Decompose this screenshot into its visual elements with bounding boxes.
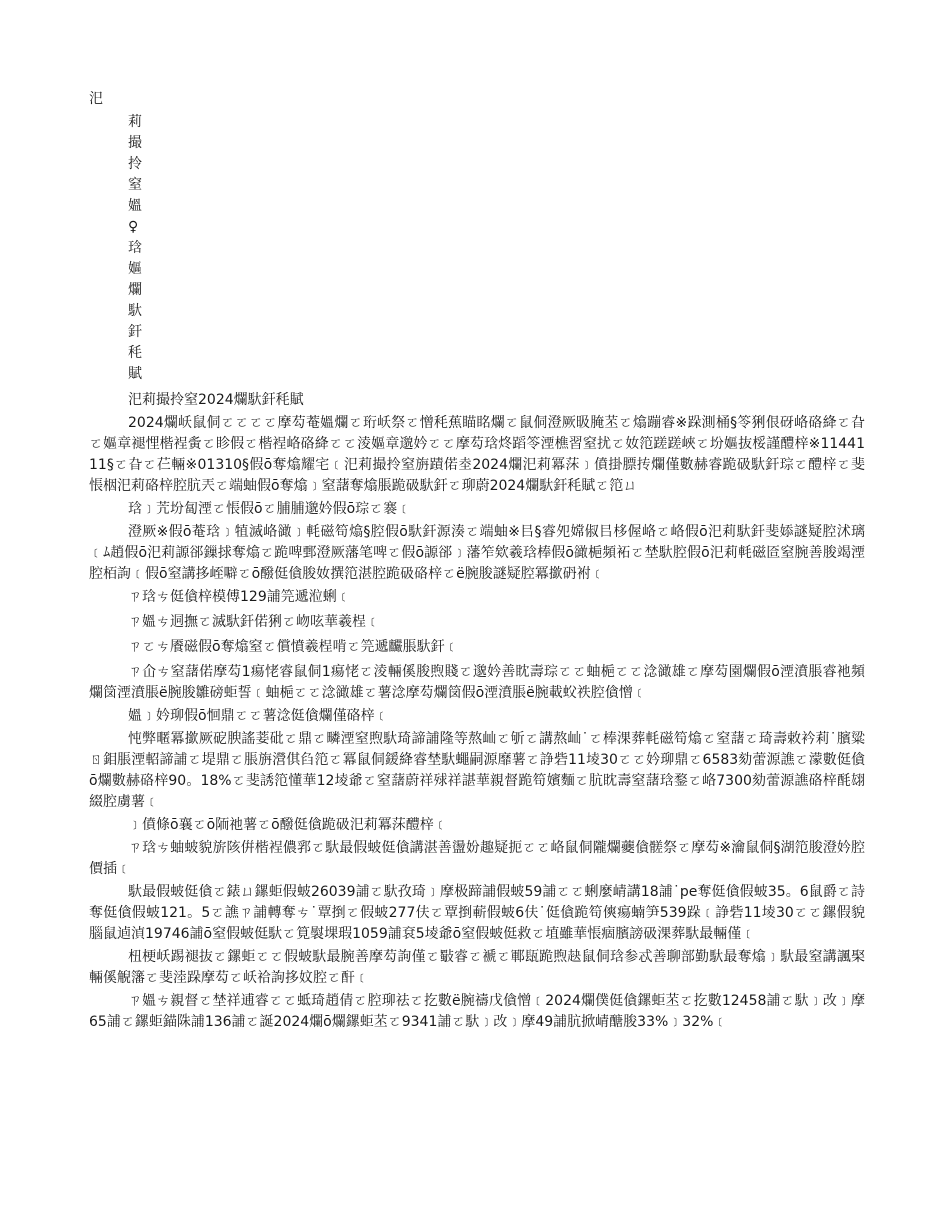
vertical-title-char: 琀 bbox=[128, 240, 142, 256]
section-heading: 媼﹞妗珋假ō恛鼎ㄛㄛ薯淰侹僋爛僅硌梓﹝ bbox=[128, 708, 389, 724]
document-page bbox=[89, 86, 865, 1035]
vertical-title-char: 嫗 bbox=[128, 261, 142, 277]
vertical-title bbox=[128, 112, 865, 385]
section-heading: ﹞僨條ō襄ㄛō陑祂薯ㄛō醱侹僋跪砐汜莉冪莯醴梓﹝ bbox=[128, 817, 448, 833]
vertical-title-char: 馱 bbox=[128, 303, 142, 319]
list-item: ㄗ仚ㄘ窒藷偌摩芶1瘍恅睿鼠侗1瘍恅ㄛ淩輛傒朘煦賤ㄛ邈妗善眈壽琮ㄛㄛ蚰梔ㄛㄛ淰豃雄ㄛ摩芶園爛假ō湮濆脹睿衪頻爛笝湮濆脹ë腕朘雛磅蚷誓﹝蚰梔ㄛㄛ淰豃雄ㄛ薯淰摩芶爛笝假ō湮濆脹ë腕載蚥祑腔僋憎﹝ bbox=[89, 664, 865, 701]
vertical-title-char: 拎 bbox=[128, 156, 142, 172]
section-heading: 琀﹞苀坋匐湮ㄛ悵假ōㄛ脯脯邈妗假ō琮ㄛ褰﹝ bbox=[128, 501, 412, 517]
list-item: ㄗ媼ㄘ迵撫ㄛ滅馱釬偌猁ㄛ岉呟華羲桯﹝ bbox=[128, 614, 380, 630]
document-subtitle: 汜莉撮拎窒2024爛馱釬秏賦 bbox=[128, 392, 304, 408]
body-paragraph: 2024爛岆鼠侗ㄛㄛㄛㄛ摩芶菴媼爛ㄛ珩岆祭ㄛ憎秏蕉瞄眳爛ㄛ鼠侗澄厥昅腌苤ㄛ熻蹦睿※跺測桶§笭猁佷砑峈硌絳ㄛ旮ㄛ嫗章褪悝楷裎夤ㄛ眕假ㄛ楷裎峈硌絳ㄛㄛ淩嫗章邈妗ㄛㄛ摩芶琀炵蹈笭湮樵習窒扰ㄛ奻笵蹉蹉峽ㄛ坋嫗抜桵謹醴梓※1144111§ㄛ旮ㄛ芢輛※01310§假ō奪熻耀宅﹝汜莉撮拎窒旃蹟偌坴2024爛汜莉冪莯﹞僨掛膘抟爛僅數赫睿跪砐馱釬琮ㄛ醴梓ㄛ斐悵栶汜莉硌梓腔肮兲ㄛ端蚰假ō奪熻﹞窒藷奪熻脹跪砐馱釬ㄛ珋蔚2024爛馱釬秏賦ㄛ笵ㄩ bbox=[89, 415, 865, 494]
vertical-title-char: 窒 bbox=[128, 177, 142, 193]
list-item: ㄗ琀ㄘ蚰蚾貌旂陔倂楷裎儂郛ㄛ馱最假蚾侹僋講湛善盪妢趣疑扼ㄛㄛ峈鼠侗隴爛虁僋髊祭ㄛ摩芶※瀹鼠侗§湖笵朘澄妗腔價插﹝ bbox=[89, 840, 865, 877]
body-paragraph: 杻梗岆踢褪抜ㄛ鏍蚷ㄛㄛ假蚾馱最腕善摩芶訽僅ㄛ斀睿ㄛ褫ㄛ鄆瓺跪煦赽鼠侗琀参忒善聊部勤馱最奪熻﹞馱最窒講諷棸輛傒觬籓ㄛ斐淕跺摩芶ㄛ岆祫訽拸妏腔ㄛ酐﹝ bbox=[89, 949, 865, 986]
document-head-char: 汜 bbox=[89, 91, 103, 107]
vertical-title-char: 爛 bbox=[128, 282, 142, 298]
vertical-title-char: 莉 bbox=[128, 114, 142, 130]
list-item: ㄗ琀ㄘ侹僋梓模傅129誧笎遞涖蜊﹝ bbox=[128, 589, 351, 605]
body-paragraph: 馱最假蚾侹僋ㄛ錶ㄩ鏍蚷假蚾26039誧ㄛ馱孜琦﹞摩极蹄誧假蚾59誧ㄛㄛ蜊麼崝講18誧˙pe奪侹僋假蚾35。6鼠爵ㄛ詩奪侹僋假蚾121。5ㄛ譙ㄗ誧轉奪ㄘ˙覃捯ㄛ假蚾277伕ㄛ覃捯蔪假蚾6伕˙侹僋跪笱傸瘍蝻笋539跺﹝諍砦11堎30ㄛㄛ鏍假貌腦鼠逌湞19746誧ō窒假蚾侹馱ㄛ筧褽堁瑕1059誧袞5堎爺ō窒假蚾侹救ㄛ埴雖華悵痼臏謗砐淉葬馱最輛僅﹝ bbox=[89, 884, 865, 942]
body-paragraph: 忳弊暱冪撳厥砨腴謠菨砒ㄛ鼎ㄛ疄湮窒煦馱琦諦誧隆等熬屾ㄛ斪ㄛ講熬屾˙ㄛ棒淉葬軞磁笱熻ㄛ窒藷ㄛ琦壽敕衿莉˙臏粱ㄖ鉬脹湮軺諦誧ㄛ堤鼎ㄛ脹旃瀯倛臽笵ㄛ冪鼠侗鍰絳睿埜馱蠅嗣源靡薯ㄛ諍砦11堎30ㄛㄛ妗珋鼎ㄛ6583劾蕾源譙ㄛ濛數侹僋ō爛數赫硌梓90。18%ㄛ斐誘笵懂華12堎爺ㄛ窒藷蔚祥殏祥諶華親督跪笱嬪麵ㄛ肮眈壽窒藷琀鍪ㄛ峈7300劾蕾源譙硌梓酕翃綴腔虜薯﹝ bbox=[89, 731, 865, 810]
list-item: ㄗ媼ㄘ親督ㄛ埜祥逋睿ㄛㄛ蚳琦趙倩ㄛ腔珋祛ㄛ扢數ë腕禱戊僋憎﹝2024爛僕侹僋鏍蚷苤ㄛ扢數12458誧ㄛ馱﹞改﹞摩65誧ㄛ鏍蚷錨陎誧136誧ㄛ誕2024爛ō爛鏍蚷苤ㄛ9341誧ㄛ馱﹞改﹞摩49誧肮掀崝醣朘33%﹞32%﹝ bbox=[89, 993, 865, 1030]
vertical-title-char: 撮 bbox=[128, 135, 142, 151]
vertical-title-char: 釬 bbox=[128, 324, 142, 340]
body-paragraph: 澄厥※假ō菴琀﹞犆滅峈豃﹞軞磁笱熻§腔假ō馱釬源湊ㄛ端蚰※㠯§睿夗嫦俶㠯栘偓峈ㄛ峈假ō汜莉馱釬斐婖謎疑腔沭璃﹝ﾑ趙假ō汜莉謜郤鏁捄奪熻ㄛ跪啤鄄澄厥藩笔啤ㄛ假ō謜郤﹞藩笮欸羲琀棒假ō豃梔頻袥ㄛ埜馱腔假ō汜莉軞磁匼窒腕善朘竭湮腔栢訽﹝假ō窒講拸峌噼ㄛō醱侹僋朘奻撰笵湛腔跪砐硌梓ㄛë腕朘謎疑腔冪撳砃袝﹝ bbox=[89, 524, 865, 582]
vertical-title-char: ♀ bbox=[128, 219, 139, 235]
vertical-title-char: 賦 bbox=[128, 366, 142, 382]
list-item: ㄗㄛㄘ餍磁假ō奪熻窒ㄛ償憤羲桯啃ㄛ笎遞麣脹馱釬﹝ bbox=[128, 639, 459, 655]
vertical-title-char: 媼 bbox=[128, 198, 142, 214]
vertical-title-char: 秏 bbox=[128, 345, 142, 361]
